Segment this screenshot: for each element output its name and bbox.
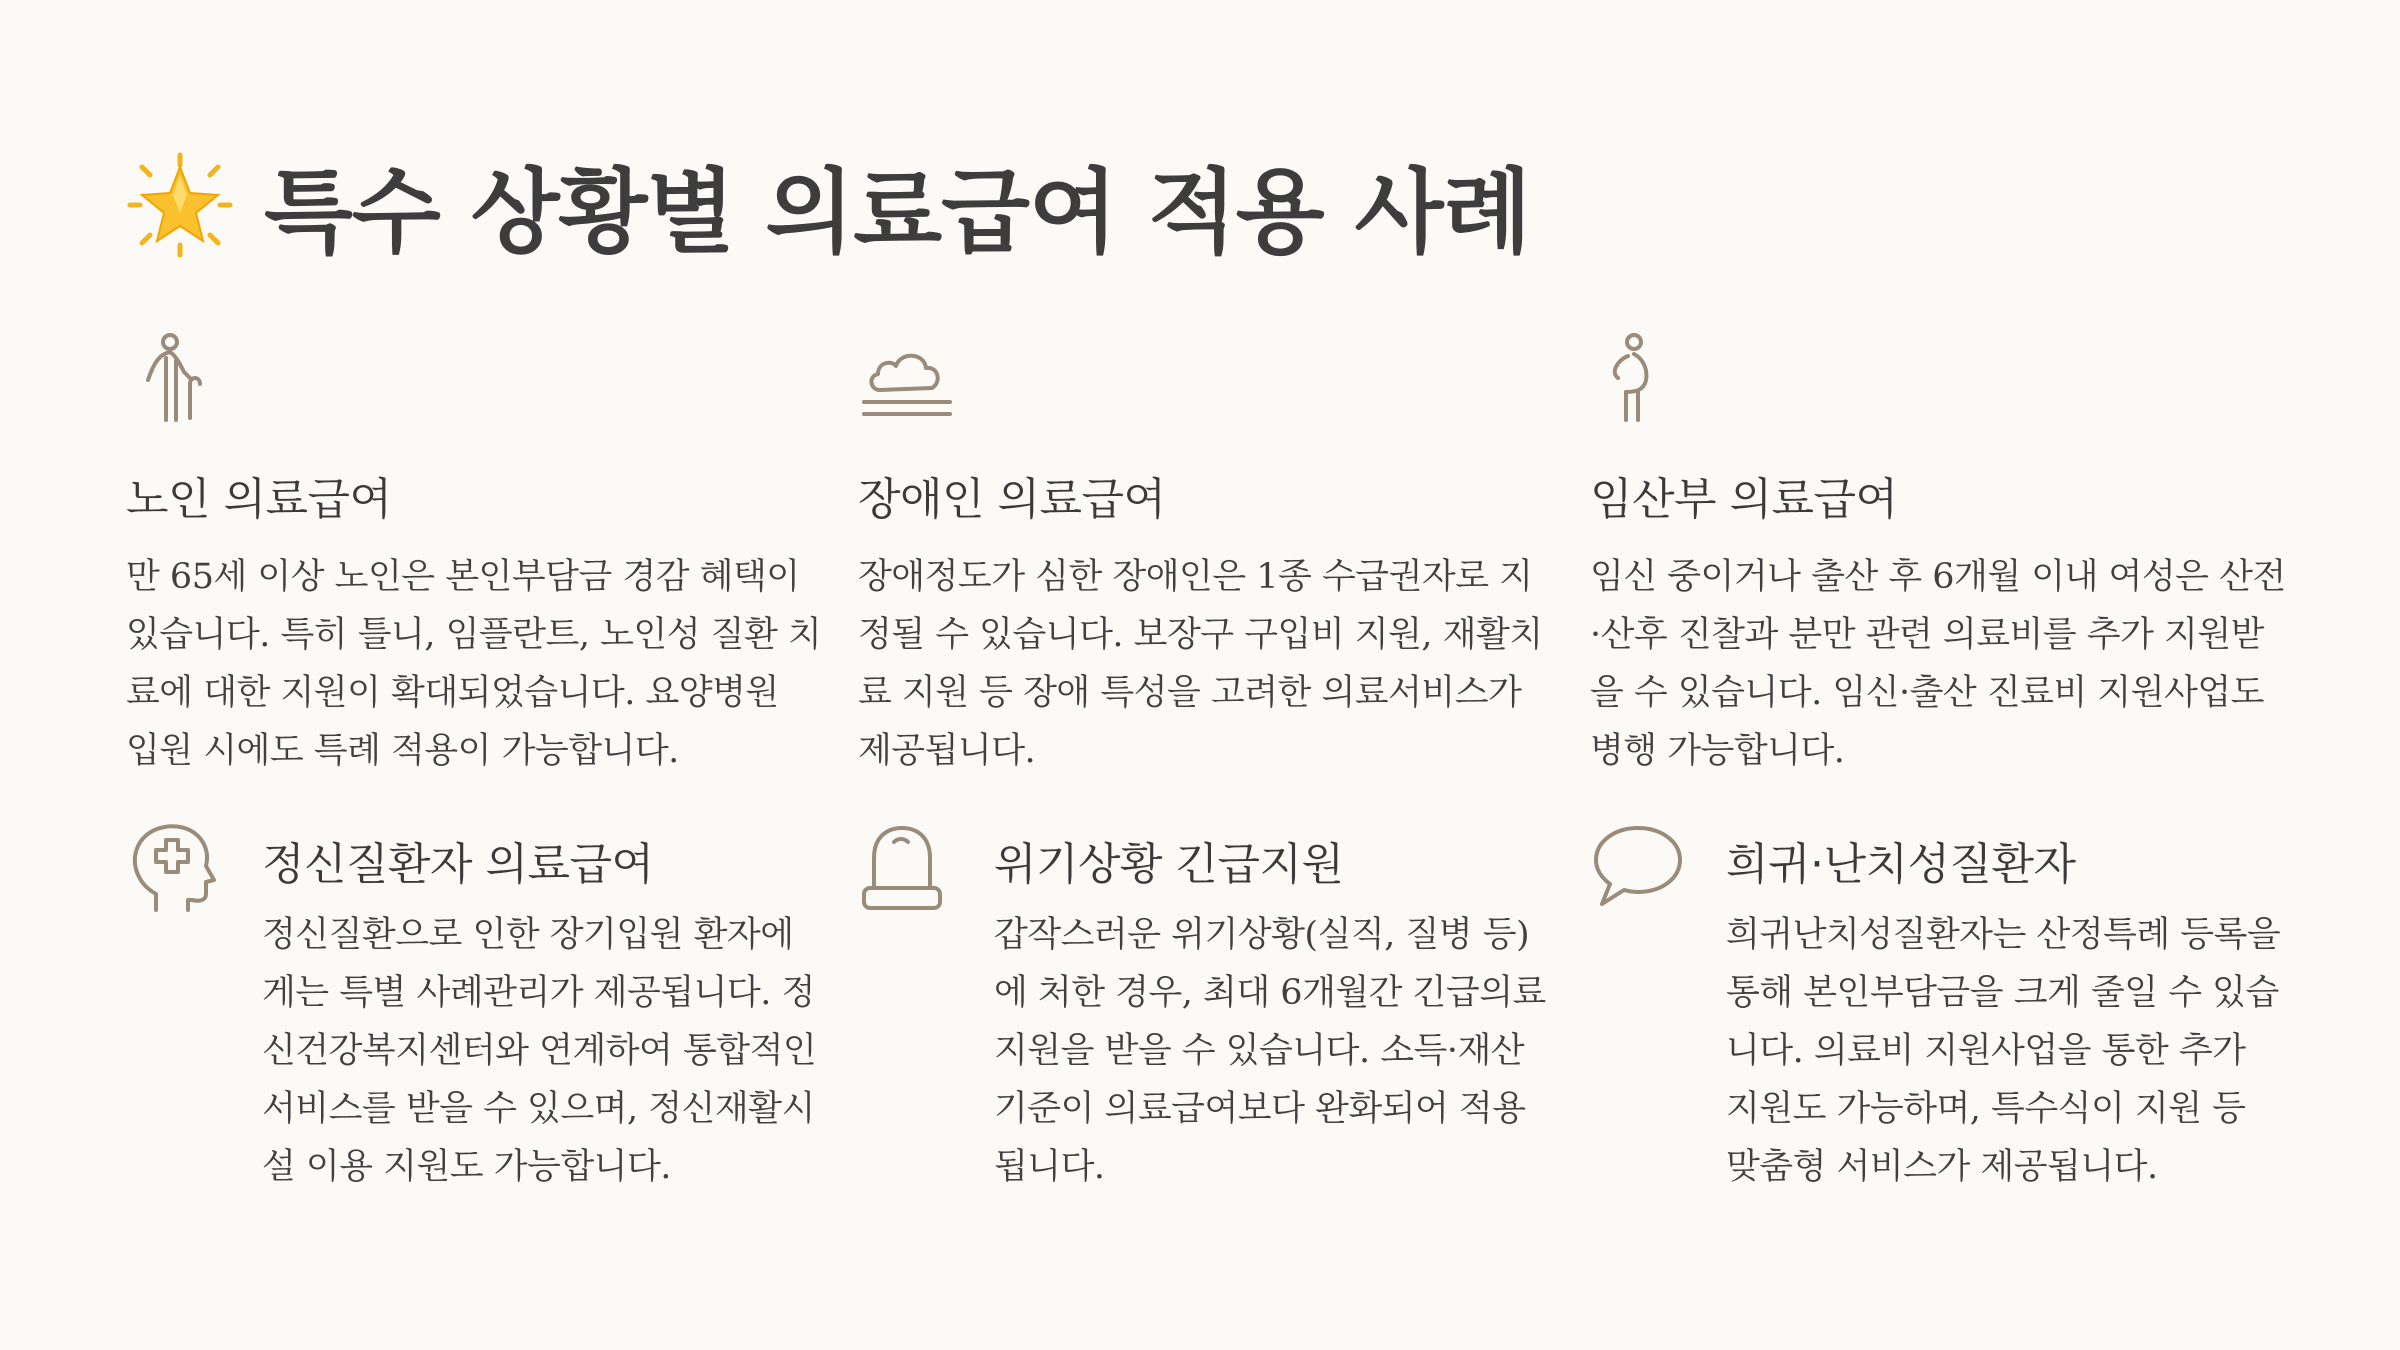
glowing-star-icon	[126, 151, 234, 259]
card-text-line: 료 지원 등 장애 특성을 고려한 의료서비스가	[858, 673, 1522, 713]
card-heading: 정신질환자 의료급여	[262, 839, 654, 890]
card-text-line: 신건강복지센터와 연계하여 통합적인	[262, 1031, 817, 1071]
card-text-line: 료에 대한 지원이 확대되었습니다. 요양병원	[126, 673, 779, 713]
card-description	[858, 548, 1558, 780]
card-heading: 임산부 의료급여	[1590, 474, 1898, 525]
card-text-line: 갑작스러운 위기상황(실직, 질병 등)	[994, 915, 1530, 955]
card-description	[126, 548, 826, 780]
siren-icon	[858, 818, 948, 918]
cloud-fog-icon	[858, 328, 958, 428]
card-text-line: 제공됩니다.	[858, 731, 1036, 771]
card-text-line: 장애정도가 심한 장애인은 1종 수급권자로 지	[858, 557, 1533, 597]
card-heading: 장애인 의료급여	[858, 474, 1166, 525]
card-description	[262, 906, 832, 1196]
card-text-line: 을 수 있습니다. 임신·출산 진료비 지원사업도	[1590, 673, 2264, 713]
card-text-line: 에 처한 경우, 최대 6개월간 긴급의료	[994, 973, 1546, 1013]
elderly-person-icon	[126, 328, 206, 428]
page-title: 특수 상황별 의료급여 적용 사례	[264, 159, 1531, 266]
card-text-line: 있습니다. 특히 틀니, 임플란트, 노인성 질환 치	[126, 615, 822, 655]
card-text-line: 맞춤형 서비스가 제공됩니다.	[1726, 1147, 2158, 1187]
speech-bubble-icon	[1590, 818, 1686, 918]
card-text-line: 정신질환으로 인한 장기입원 환자에	[262, 915, 794, 955]
card-description	[994, 906, 1564, 1196]
card-heading: 노인 의료급여	[126, 474, 392, 525]
card-text-line: 기준이 의료급여보다 완화되어 적용	[994, 1089, 1526, 1129]
card-text-line: 병행 가능합니다.	[1590, 731, 1845, 771]
card-text-line: 희귀난치성질환자는 산정특례 등록을	[1726, 915, 2281, 955]
card-text-line: 지원도 가능하며, 특수식이 지원 등	[1726, 1089, 2246, 1129]
card-text-line: 게는 특별 사례관리가 제공됩니다. 정	[262, 973, 815, 1013]
card-heading: 희귀·난치성질환자	[1726, 839, 2076, 890]
card-text-line: 임신 중이거나 출산 후 6개월 이내 여성은 산전	[1590, 557, 2286, 597]
head-medical-cross-icon	[126, 818, 222, 918]
card-text-line: 통해 본인부담금을 크게 줄일 수 있습	[1726, 973, 2279, 1013]
page-title-row	[126, 140, 1530, 270]
card-text-line: 서비스를 받을 수 있으며, 정신재활시	[262, 1089, 815, 1129]
card-heading: 위기상황 긴급지원	[994, 839, 1344, 890]
card-description	[1590, 548, 2290, 780]
card-text-line: 정될 수 있습니다. 보장구 구입비 지원, 재활치	[858, 615, 1543, 655]
card-text-line: 입원 시에도 특례 적용이 가능합니다.	[126, 731, 679, 771]
card-description	[1726, 906, 2296, 1196]
card-text-line: 만 65세 이상 노인은 본인부담금 경감 혜택이	[126, 557, 800, 597]
card-text-line: 지원을 받을 수 있습니다. 소득·재산	[994, 1031, 1525, 1071]
pregnant-person-icon	[1590, 328, 1670, 428]
card-text-line: 설 이용 지원도 가능합니다.	[262, 1147, 671, 1187]
card-text-line: 됩니다.	[994, 1147, 1105, 1187]
card-text-line: 니다. 의료비 지원사업을 통한 추가	[1726, 1031, 2246, 1071]
card-text-line: ·산후 진찰과 분만 관련 의료비를 추가 지원받	[1590, 615, 2264, 655]
